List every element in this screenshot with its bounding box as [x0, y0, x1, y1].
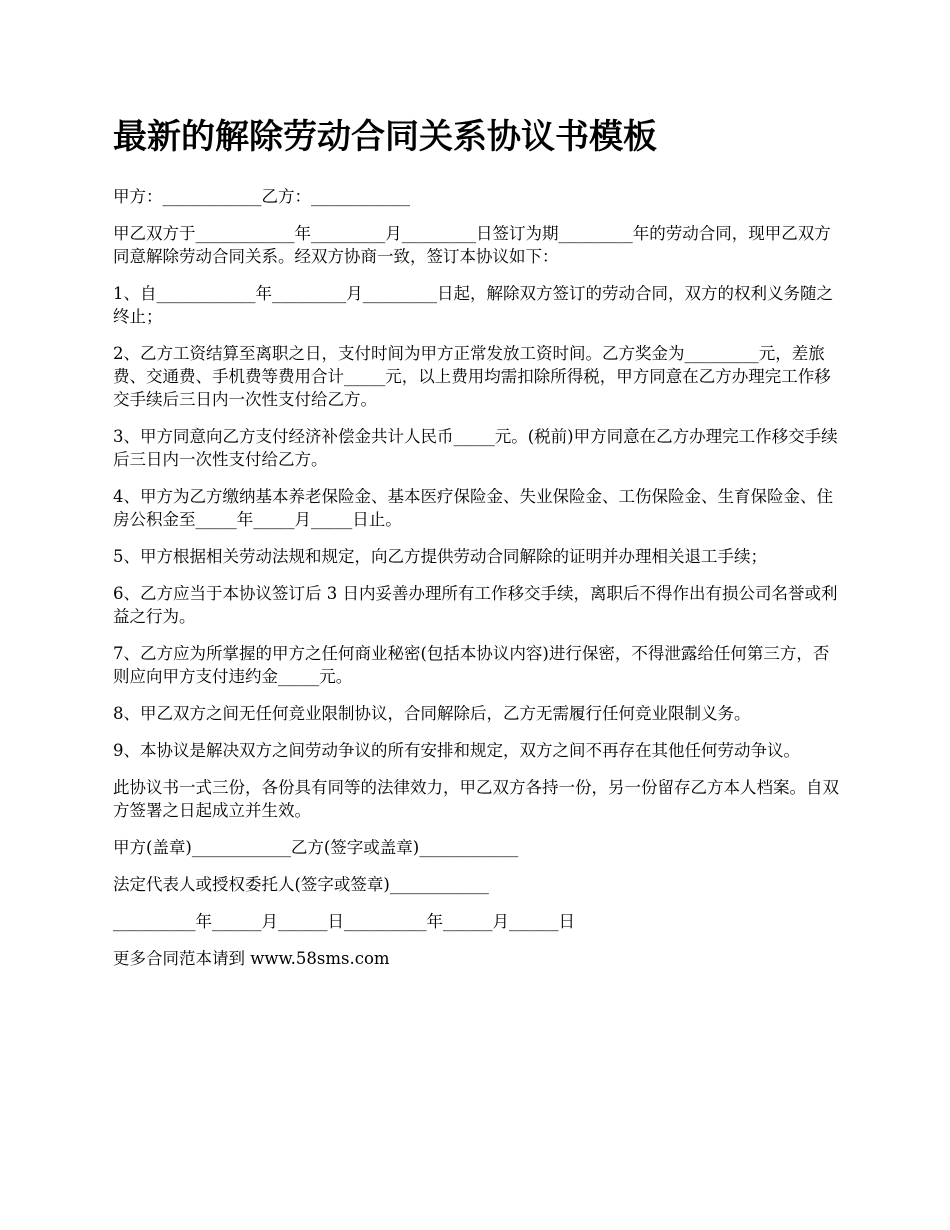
signature-dates-line: __________年______月______日__________年______月______日 [113, 912, 575, 931]
document-title: 最新的解除劳动合同关系协议书模板 [113, 117, 657, 157]
document-page [113, 113, 840, 984]
clause-5: 5、甲方根据相关劳动法规和规定，向乙方提供劳动合同解除的证明并办理相关退工手续； [113, 547, 767, 566]
clause-6: 6、乙方应当于本协议签订后 3 日内妥善办理所有工作移交手续，离职后不得作出有损公司名誉或利益之行为。 [113, 584, 838, 626]
signature-representative-line: 法定代表人或授权委托人(签字或签章)____________ [113, 875, 489, 894]
closing-paragraph: 此协议书一式三份，各份具有同等的法律效力，甲乙双方各持一份，另一份留存乙方本人档案。自双方签署之日起成立并生效。 [113, 778, 839, 820]
intro-paragraph: 甲乙双方于____________年_________月_________日签订为期_________年的劳动合同，现甲乙双方同意解除劳动合同关系。经双方协商一致，签订本协议如下： [113, 224, 831, 266]
clause-7: 7、乙方应为所掌握的甲方之任何商业秘密(包括本协议内容)进行保密，不得泄露给任何第三方，否则应向甲方支付违约金_____元。 [113, 644, 830, 686]
clause-2: 2、乙方工资结算至离职之日，支付时间为甲方正常发放工资时间。乙方奖金为_________元，差旅费、交通费、手机费等费用合计_____元，以上费用均需扣除所得税，甲方同意在乙方办理完工作移交手续后三日内一次性支付给乙方。 [113, 344, 831, 409]
signature-parties-line: 甲方(盖章)____________乙方(签字或盖章)____________ [113, 838, 519, 857]
clause-1: 1、自____________年_________月_________日起，解除双方签订的劳动合同，双方的权利义务随之终止； [113, 284, 833, 326]
clause-8: 8、甲乙双方之间无任何竞业限制协议，合同解除后，乙方无需履行任何竞业限制义务。 [113, 704, 751, 723]
parties-line: 甲方：____________乙方：____________ [113, 187, 410, 206]
clause-4: 4、甲方为乙方缴纳基本养老保险金、基本医疗保险金、失业保险金、工伤保险金、生育保险金、住房公积金至_____年_____月_____日止。 [113, 487, 833, 529]
clause-3: 3、甲方同意向乙方支付经济补偿金共计人民币_____元。(税前)甲方同意在乙方办理完工作移交手续后三日内一次性支付给乙方。 [113, 427, 838, 469]
clause-9: 9、本协议是解决双方之间劳动争议的所有安排和规定，双方之间不再存在其他任何劳动争议。 [113, 741, 800, 760]
footer-link-text: 更多合同范本请到 www.58sms.com [113, 949, 390, 968]
